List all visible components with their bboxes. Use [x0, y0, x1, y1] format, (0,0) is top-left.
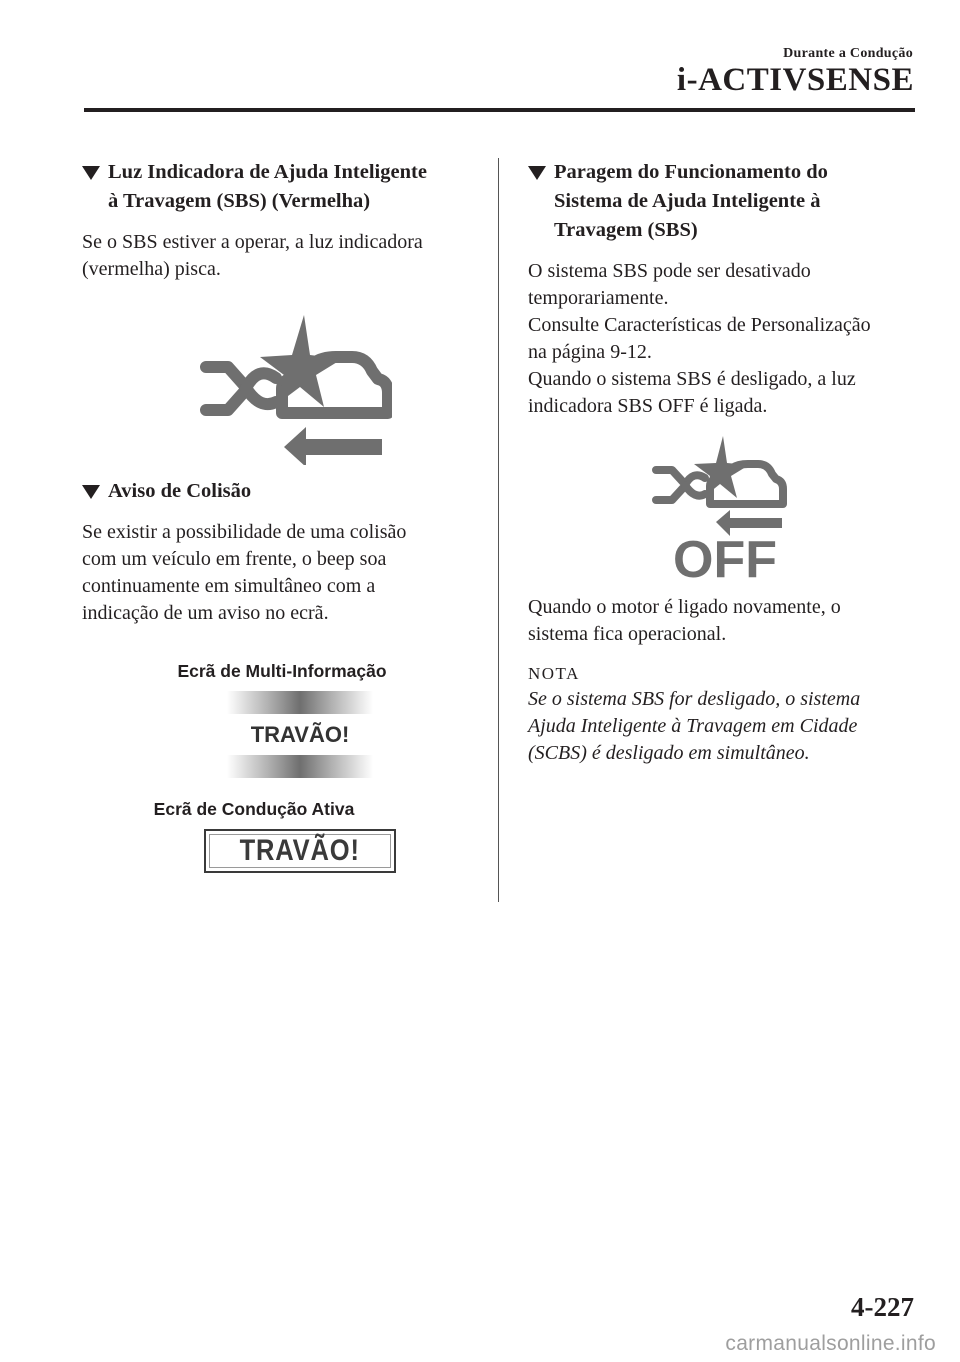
text-line: com um veículo em frente, o beep soa	[82, 548, 387, 570]
note-title: NOTA	[528, 664, 580, 683]
text-line: Quando o sistema SBS é desligado, a luz	[528, 368, 856, 390]
text-line: Consulte Características de Personalização	[528, 314, 871, 336]
heading-line: Aviso de Colisão	[108, 480, 252, 502]
off-icon-text: OFF	[673, 531, 777, 582]
sbs-off-indicator-icon	[650, 436, 800, 582]
stopping-paragraph	[528, 258, 923, 420]
heading-line: Sistema de Ajuda Inteligente à	[554, 190, 821, 212]
triangle-bullet-icon	[82, 166, 108, 180]
sbs-warning-light-icon	[192, 315, 392, 465]
text-line: temporariamente.	[528, 287, 669, 309]
active-driving-warning-box	[204, 829, 396, 873]
header-rule	[84, 108, 915, 112]
left-column	[82, 158, 482, 899]
active-driving-warning-text: TRAVÃO!	[239, 834, 361, 867]
heading-sbs-indicator-light	[82, 158, 482, 216]
heading-line: Luz Indicadora de Ajuda Inteligente	[108, 161, 427, 183]
sbs-light-paragraph	[82, 229, 482, 283]
heading-collision-warning	[82, 477, 482, 506]
heading-line: à Travagem (SBS) (Vermelha)	[108, 190, 371, 212]
heading-stopping-sbs	[528, 158, 923, 245]
note-body	[528, 686, 923, 767]
text-line: Se o SBS estiver a operar, a luz indicadora	[82, 231, 423, 253]
text-line: indicação de um aviso no ecrã.	[82, 602, 329, 624]
text-line: Se existir a possibilidade de uma colisão	[82, 521, 407, 543]
text-line: (vermelha) pisca.	[82, 258, 221, 280]
text-line: Quando o motor é ligado novamente, o	[528, 596, 841, 618]
running-header-chapter: i-ACTIVSENSE	[676, 62, 914, 98]
text-line: Ajuda Inteligente à Travagem em Cidade	[528, 715, 858, 737]
page-number: 4-227	[851, 1292, 914, 1322]
warning-displays-illustration	[82, 661, 482, 899]
multi-info-warning-text: TRAVÃO!	[250, 722, 350, 747]
triangle-bullet-icon	[82, 485, 108, 499]
text-line: indicadora SBS OFF é ligada.	[528, 395, 768, 417]
text-line: Se o sistema SBS for desligado, o sistema	[528, 688, 861, 710]
display-gradient-bar-top	[227, 691, 373, 714]
display-gradient-bar-bottom	[227, 755, 373, 778]
multi-info-display-label: Ecrã de Multi-Informação	[177, 661, 387, 681]
text-line: sistema fica operacional.	[528, 623, 727, 645]
watermark: carmanualsonline.info	[725, 1332, 936, 1355]
text-line: na página 9-12.	[528, 341, 652, 363]
text-line: O sistema SBS pode ser desativado	[528, 260, 811, 282]
right-column	[528, 158, 923, 767]
text-line: continuamente em simultâneo com a	[82, 575, 376, 597]
collision-paragraph	[82, 519, 482, 627]
running-header-section: Durante a Condução	[783, 46, 913, 61]
active-driving-display-label: Ecrã de Condução Ativa	[153, 799, 355, 819]
restart-paragraph	[528, 594, 923, 648]
triangle-bullet-icon	[528, 166, 554, 180]
text-line: (SCBS) é desligado em simultâneo.	[528, 742, 810, 764]
heading-line: Paragem do Funcionamento do	[554, 161, 828, 183]
column-divider	[498, 158, 499, 902]
heading-line: Travagem (SBS)	[554, 219, 698, 241]
